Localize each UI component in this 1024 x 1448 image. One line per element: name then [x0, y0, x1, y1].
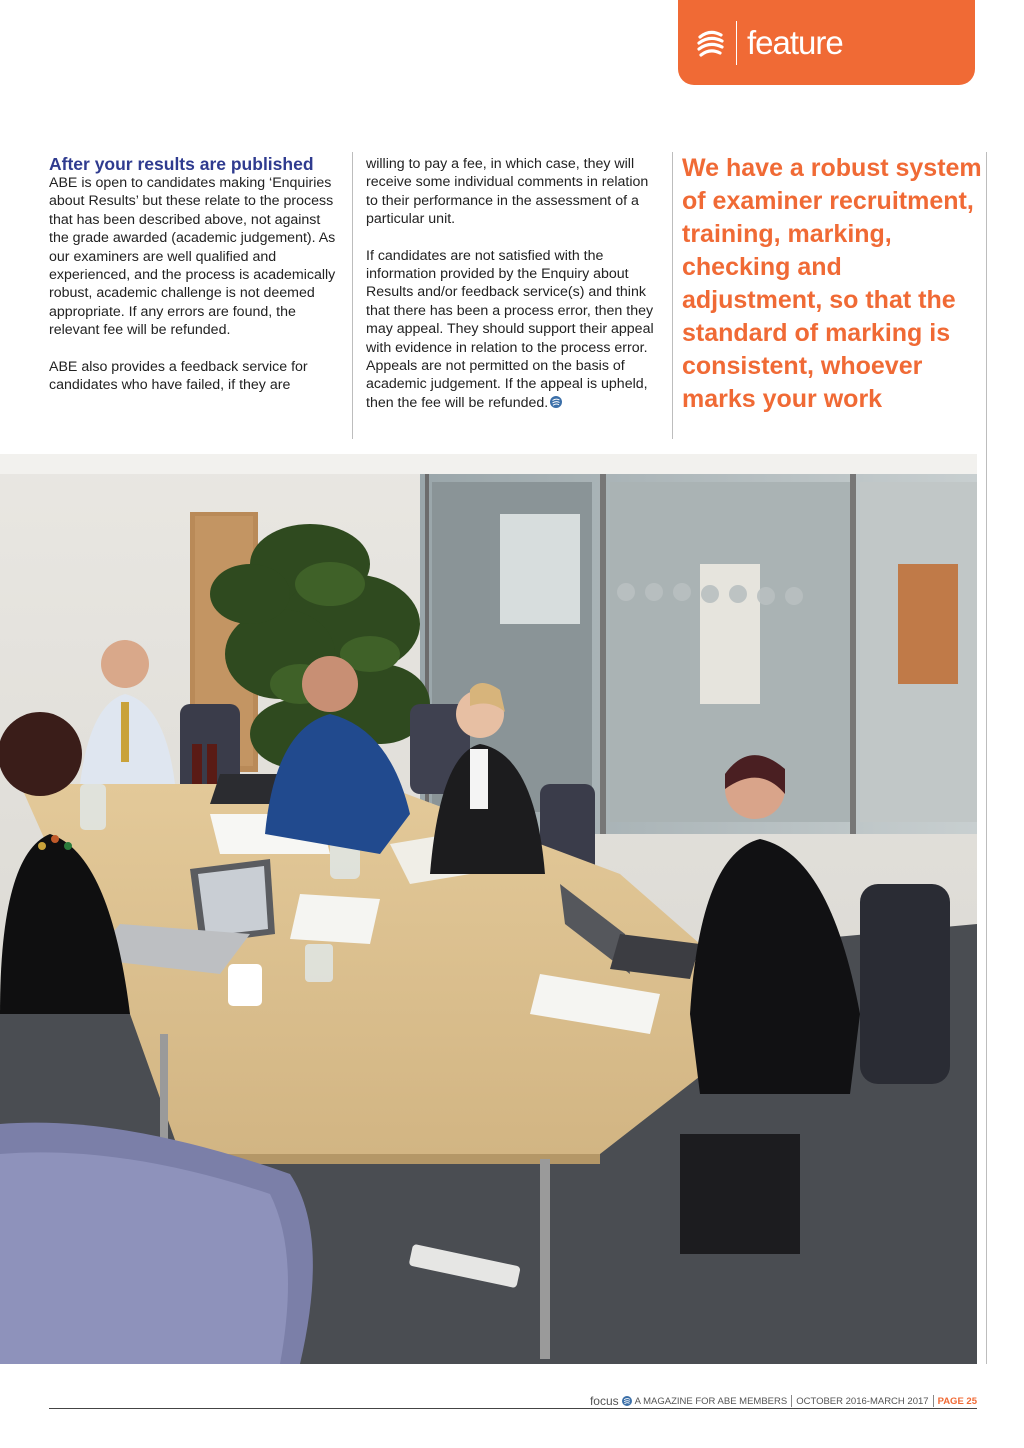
article-column-1 [49, 155, 339, 394]
section-label: feature [747, 23, 843, 61]
pull-quote: We have a robust system of examiner recruitment, training, marking, checking and adjustment, so that the standard of marking is consistent, whoever marks your work [682, 154, 982, 413]
abe-end-mark-icon [550, 396, 562, 408]
paragraph: willing to pay a fee, in which case, they will receive some individual comments in relation to their performance in the assessment of a particular unit. [366, 156, 649, 228]
magazine-tagline: A MAGAZINE FOR ABE MEMBERS [634, 1395, 788, 1407]
paragraph: ABE also provides a feedback service for candidates who have failed, if they are [49, 358, 308, 394]
column-divider [672, 152, 673, 439]
footer-rule [49, 1408, 977, 1409]
page-edge-rule [986, 152, 987, 1364]
feature-tab [678, 0, 975, 85]
page-number: PAGE 25 [937, 1395, 977, 1407]
column-divider [352, 152, 353, 439]
paragraph-text: If candidates are not satisfied with the information provided by the Enquiry about Results and/or feedback service(s) and think that there has been a process error, then they may appeal. They should support their appeal with evidence in relation to the process error. Appeals are not permitted on the basis of academic judgement. If the appeal is upheld, then the fee will be refunded. [366, 247, 654, 411]
tab-divider [736, 21, 737, 65]
section-heading: After your results are published [49, 154, 314, 174]
meeting-photo [0, 454, 977, 1364]
paragraph [366, 247, 662, 413]
magazine-brand: focus [589, 1394, 619, 1408]
abe-logo-icon [694, 27, 726, 59]
issue-date: OCTOBER 2016-MARCH 2017 [796, 1395, 929, 1407]
paragraph: ABE is open to candidates making ‘Enquiries about Results’ but these relate to the process that has been described above, not against the grade awarded (academic judgement). As our examiners are well qualified and experienced, and the process is academically robust, academic challenge is not deemed appropriate. If any errors are found, the relevant fee will be refunded. [49, 175, 336, 339]
article-column-2 [366, 155, 662, 412]
page-footer [590, 1394, 977, 1408]
abe-logo-icon [622, 1396, 632, 1406]
